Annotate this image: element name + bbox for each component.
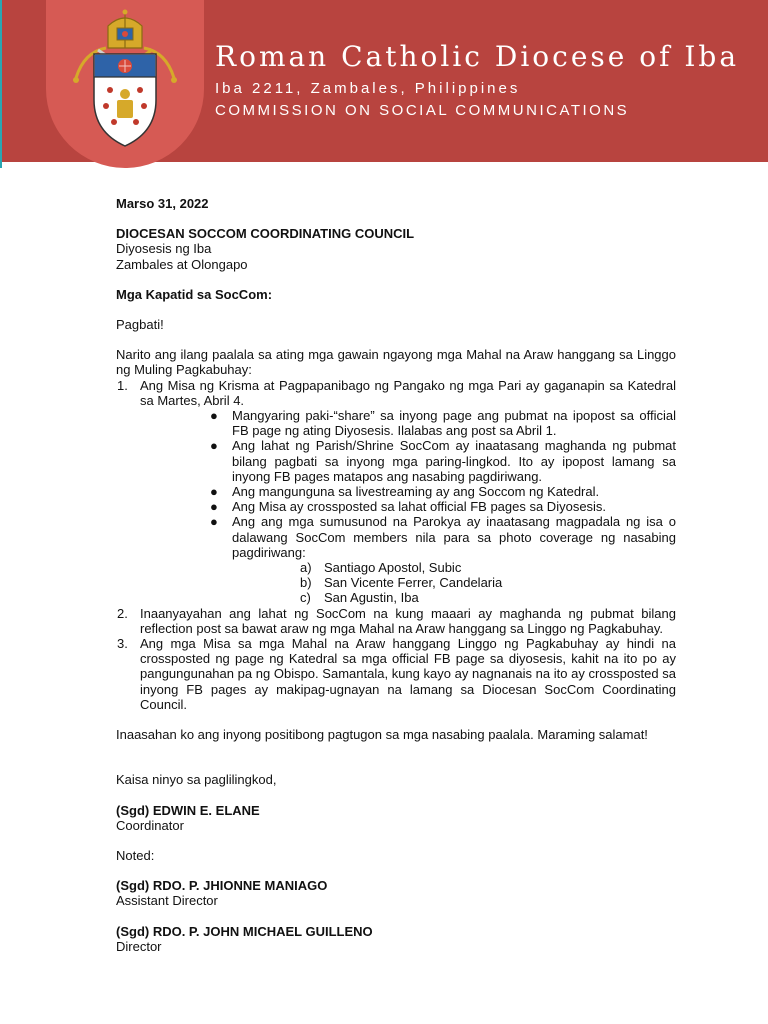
parish-marker: b) bbox=[300, 575, 312, 591]
bullet-icon: ● bbox=[210, 499, 218, 515]
bullet-text: Mangyaring paki-“share” sa inyong page ang pubmat na ipopost sa official FB page ng ating Diyosesis. Ilalabas ang post sa Abril 1. bbox=[232, 408, 676, 439]
parish-item bbox=[300, 590, 676, 605]
bullet-list bbox=[208, 408, 676, 560]
bullet-item bbox=[208, 408, 676, 438]
bullet-icon: ● bbox=[210, 438, 218, 454]
bullet-item bbox=[208, 438, 676, 484]
diocese-coat-of-arms-icon bbox=[70, 8, 180, 152]
salutation: Mga Kapatid sa SocCom: bbox=[116, 286, 273, 302]
parish-name: San Vicente Ferrer, Candelaria bbox=[324, 575, 503, 591]
banner-edge-accent bbox=[0, 0, 2, 168]
parish-list bbox=[300, 560, 676, 606]
numbered-item bbox=[116, 378, 676, 408]
signatory-name: (Sgd) RDO. P. JHIONNE MANIAGO bbox=[116, 878, 328, 894]
signatory-name: (Sgd) EDWIN E. ELANE bbox=[116, 802, 260, 818]
bullet-item bbox=[208, 499, 676, 514]
bullet-item bbox=[208, 484, 676, 499]
bullet-icon: ● bbox=[210, 484, 218, 500]
letter-date: Marso 31, 2022 bbox=[116, 196, 209, 211]
signatory-title: Assistant Director bbox=[116, 893, 218, 909]
item-number: 2. bbox=[117, 605, 128, 621]
signatory-title: Coordinator bbox=[116, 817, 184, 833]
intro-paragraph: Narito ang ilang paalala sa ating mga gawain ngayong mga Mahal na Araw hanggang sa Linggo ng Muling Pagkabuhay: bbox=[116, 347, 676, 378]
closing-paragraph: Inaasahan ko ang inyong positibong pagtugon sa mga nasabing paalala. Maraming salamat! bbox=[116, 727, 648, 743]
item-number: 1. bbox=[117, 377, 128, 393]
parish-item bbox=[300, 575, 676, 590]
valediction: Kaisa ninyo sa paglilingkod, bbox=[116, 772, 277, 788]
parish-name: San Agustin, Iba bbox=[324, 590, 419, 606]
item-text: Ang mga Misa sa mga Mahal na Araw hanggang Linggo ng Pagkabuhay ay hindi na crossposted ng page ng Katedral sa mga official FB page sa diyosesis, kahit na ito po ay pangungunahan pa ng Obispo. Samantala, kung kayo ay nagnanais na ito ay crossposted sa inyong FB pages ay makipag-ugnayan na lamang sa Diocesan SocCom Coordinating Council. bbox=[140, 636, 676, 712]
signatory-title: Director bbox=[116, 938, 162, 954]
diocese-address: Iba 2211, Zambales, Philippines bbox=[215, 80, 521, 97]
recipient-line: Diyosesis ng Iba bbox=[116, 241, 212, 257]
bullet-text: Ang Misa ay crossposted sa lahat official FB pages sa Diyosesis. bbox=[232, 499, 607, 515]
parish-marker: a) bbox=[300, 560, 312, 576]
parish-item bbox=[300, 560, 676, 575]
item-number: 3. bbox=[117, 636, 128, 652]
parish-marker: c) bbox=[300, 590, 311, 606]
bullet-icon: ● bbox=[210, 514, 218, 530]
greeting: Pagbati! bbox=[116, 317, 164, 333]
commission-name: COMMISSION ON SOCIAL COMMUNICATIONS bbox=[215, 102, 630, 119]
numbered-item bbox=[116, 636, 676, 712]
recipient-name: DIOCESAN SOCCOM COORDINATING COUNCIL bbox=[116, 226, 415, 242]
parish-name: Santiago Apostol, Subic bbox=[324, 560, 462, 576]
signatory-name: (Sgd) RDO. P. JOHN MICHAEL GUILLENO bbox=[116, 923, 373, 939]
recipient-line: Zambales at Olongapo bbox=[116, 256, 248, 272]
bullet-text: Ang ang mga sumusunod na Parokya ay inaatasang magpadala ng isa o dalawang SocCom members nila para sa photo coverage ng nasabing pagdiriwang: bbox=[232, 514, 676, 560]
letter-body bbox=[116, 196, 676, 954]
noted-label: Noted: bbox=[116, 847, 155, 863]
item-text: Ang Misa ng Krisma at Pagpapanibago ng Pangako ng mga Pari ay gaganapin sa Katedral sa Martes, Abril 4. bbox=[140, 377, 676, 408]
bullet-text: Ang lahat ng Parish/Shrine SocCom ay inaatasang maghanda ng pubmat bilang pagbati sa inyong mga paring-lingkod. Ito ay ipopost lamang sa inyong FB pages matapos ang nasabing pagdiriwang. bbox=[232, 438, 676, 484]
bullet-icon: ● bbox=[210, 408, 218, 424]
bullet-text: Ang mangunguna sa livestreaming ay ang Soccom ng Katedral. bbox=[232, 484, 600, 500]
bullet-item bbox=[208, 514, 676, 560]
numbered-item bbox=[116, 606, 676, 636]
item-text: Inaanyayahan ang lahat ng SocCom na kung maaari ay maghanda ng pubmat bilang reflection post sa bawat araw ng mga Mahal na Araw hanggang sa Linggo ng Pagkabuhay. bbox=[140, 605, 676, 636]
diocese-title: Roman Catholic Diocese of Iba bbox=[215, 40, 740, 73]
